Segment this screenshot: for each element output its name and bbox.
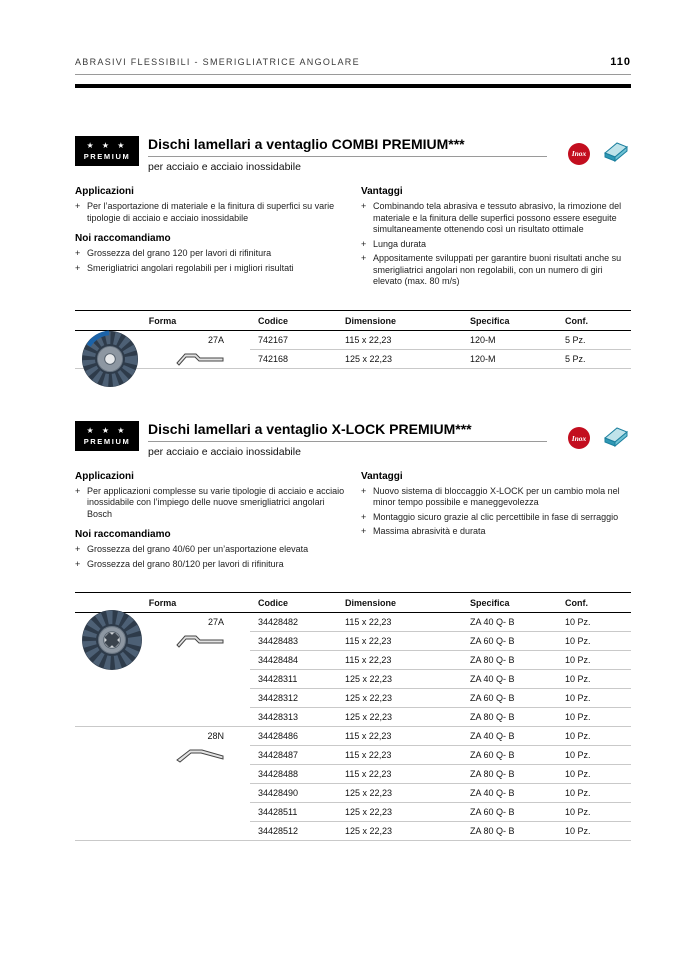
plus-bullet: + [361,253,367,263]
list-item-text: Grossezza del grano 40/60 per un’asportazione elevata [87,544,309,554]
list-item-text: Grossezza del grano 120 per lavori di rifinitura [87,248,272,258]
cell-conf: 10 Pz. [557,822,631,841]
list-item [361,201,631,236]
cell-specifica: ZA 80 Q- B [462,651,557,670]
product-head [75,421,631,458]
cell-conf: 10 Pz. [557,632,631,651]
list-item-text: Nuovo sistema di bloccaggio X-LOCK per un cambio mola nel minor tempo possibile e maneggevolezza [373,485,620,507]
plus-bullet: + [361,485,367,496]
list-item-text: Grossezza del grano 80/120 per lavori di rifinitura [87,558,284,569]
cell-codice: 34428490 [250,784,337,803]
premium-badge [75,136,139,166]
cell-conf: 10 Pz. [557,803,631,822]
plus-bullet: + [361,526,367,536]
table-row [75,613,631,632]
cell-conf: 5 Pz. [557,330,631,349]
cell-specifica: ZA 40 Q- B [462,613,557,632]
plus-bullet: + [75,485,81,496]
cell-dimensione: 125 x 22,23 [337,670,462,689]
cell-codice: 34428487 [250,746,337,765]
cell-conf: 10 Pz. [557,784,631,803]
list-item [361,526,631,538]
col-header-forma: Forma [75,310,250,330]
product-table-wrap [75,310,631,369]
header-thin-rule [75,74,631,75]
premium-label: PREMIUM [83,152,131,161]
product-head [75,136,631,173]
list-item [361,253,631,288]
flap-disc-photo [81,609,143,671]
list-item-text: Per l’asportazione di materiale e la finitura di superfici su varie tipologie di acciaio e acciaio inossidabile [87,201,335,223]
cell-dimensione: 115 x 22,23 [337,632,462,651]
advantages-list [361,201,631,288]
left-column [75,186,347,297]
plus-bullet: + [75,248,81,258]
applications-heading: Applicazioni [75,186,134,197]
inox-icon: Inox [568,143,590,165]
advantages-heading: Vantaggi [361,186,403,197]
steel-icon [603,139,629,168]
disc-profile-27a-icon [176,633,224,650]
cell-codice: 34428483 [250,632,337,651]
plus-bullet: + [361,201,367,211]
col-header-specifica: Specifica [462,310,557,330]
applications-list [75,486,347,521]
list-item-text: Appositamente sviluppati per garantire buoni risultati anche su smerigliatrici angolari non regolabili, con un numero di giri elevato (max. 80 m/s) [373,253,622,286]
list-item-text: Massima abrasività e durata [373,526,486,536]
list-item [75,486,347,521]
cell-codice: 34428311 [250,670,337,689]
plus-bullet: + [75,558,81,569]
col-header-specifica: Specifica [462,593,557,613]
forma-label: 27A [207,334,224,345]
description-columns [75,471,631,580]
cell-codice: 34428512 [250,822,337,841]
cell-dimensione: 125 x 22,23 [337,784,462,803]
title-rule [148,156,547,157]
cell-conf: 10 Pz. [557,765,631,784]
applications-list [75,201,347,224]
list-item-text: Smerigliatrici angolari regolabili per i migliori risultati [87,262,294,273]
cell-conf: 10 Pz. [557,708,631,727]
plus-bullet: + [361,238,367,249]
cell-dimensione: 115 x 22,23 [337,765,462,784]
title-rule [148,441,547,442]
product-section-xlock-premium [75,421,631,842]
cell-dimensione: 115 x 22,23 [337,727,462,746]
recommend-list [75,248,347,274]
cell-specifica: 120-M [462,349,557,368]
page-number: 110 [610,56,631,68]
cell-codice: 34428312 [250,689,337,708]
cell-specifica: ZA 40 Q- B [462,784,557,803]
cell-specifica: ZA 60 Q- B [462,803,557,822]
list-item [361,486,631,509]
material-icons [568,424,629,453]
cell-forma [75,727,250,841]
product-table-wrap [75,592,631,841]
premium-stars: ★ ★ ★ [86,141,128,150]
left-column [75,471,347,580]
plus-bullet: + [361,511,367,522]
col-header-conf: Conf. [557,593,631,613]
plus-bullet: + [75,201,81,211]
cell-specifica: ZA 80 Q- B [462,708,557,727]
cell-dimensione: 115 x 22,23 [337,746,462,765]
col-header-forma: Forma [75,593,250,613]
cell-specifica: ZA 40 Q- B [462,670,557,689]
advantages-list [361,486,631,538]
disc-profile-27a-icon [176,351,224,368]
cell-specifica: ZA 60 Q- B [462,632,557,651]
cell-dimensione: 125 x 22,23 [337,708,462,727]
cell-codice: 34428482 [250,613,337,632]
cell-dimensione: 125 x 22,23 [337,349,462,368]
cell-dimensione: 115 x 22,23 [337,651,462,670]
cell-codice: 742168 [250,349,337,368]
col-header-codice: Codice [250,310,337,330]
cell-dimensione: 125 x 22,23 [337,803,462,822]
cell-specifica: ZA 60 Q- B [462,746,557,765]
list-item-text: Per applicazioni complesse su varie tipologie di acciaio e acciaio inossidabile con l’impiego delle nuove smerigliatrici angolari Bosch [87,485,345,519]
description-columns [75,186,631,297]
header-thick-rule [75,84,631,88]
table-row [75,727,631,746]
plus-bullet: + [75,262,81,273]
list-item [75,559,347,571]
product-subtitle: per acciaio e acciaio inossidabile [148,445,301,458]
col-header-conf: Conf. [557,310,631,330]
table-header-row [75,310,631,330]
applications-heading: Applicazioni [75,470,134,482]
cell-conf: 10 Pz. [557,746,631,765]
product-title: Dischi lamellari a ventaglio X-LOCK PREMIUM*** [148,420,472,437]
title-block [148,136,547,173]
list-item [361,239,631,251]
cell-specifica: 120-M [462,330,557,349]
product-section-combi-premium [75,136,631,369]
cell-codice: 742167 [250,330,337,349]
right-column [361,471,631,580]
recommend-heading: Noi raccomandiamo [75,529,171,540]
right-column [361,186,631,297]
product-title: Dischi lamellari a ventaglio COMBI PREMIUM*** [148,136,465,152]
recommend-list [75,544,347,570]
cell-codice: 34428488 [250,765,337,784]
advantages-heading: Vantaggi [361,470,403,482]
cell-codice: 34428313 [250,708,337,727]
steel-icon [603,424,629,453]
list-item-text: Lunga durata [373,238,427,249]
product-table [75,310,631,369]
cell-conf: 10 Pz. [557,727,631,746]
forma-label: 28N [207,731,224,741]
inox-icon: Inox [568,427,590,449]
cell-codice: 34428511 [250,803,337,822]
cell-conf: 10 Pz. [557,613,631,632]
col-header-codice: Codice [250,593,337,613]
recommend-heading: Noi raccomandiamo [75,233,171,244]
material-icons [568,139,629,168]
col-header-dimensione: Dimensione [337,310,462,330]
list-item-text: Montaggio sicuro grazie al clic percettibile in fase di serraggio [373,511,619,522]
cell-dimensione: 115 x 22,23 [337,613,462,632]
cell-specifica: ZA 80 Q- B [462,822,557,841]
product-subtitle: per acciaio e acciaio inossidabile [148,161,301,173]
cell-dimensione: 125 x 22,23 [337,689,462,708]
title-block [148,421,547,458]
list-item [361,512,631,524]
premium-stars: ★ ★ ★ [86,425,128,435]
cell-dimensione: 125 x 22,23 [337,822,462,841]
page-header-title: ABRASIVI FLESSIBILI - SMERIGLIATRICE ANGOLARE [75,57,360,67]
table-header-row [75,593,631,613]
list-item-text: Combinando tela abrasiva e tessuto abrasivo, la rimozione del materiale e la finitura delle superfici possono essere eseguite simultaneamente ottenendo così un risultato ottimale [373,201,622,234]
disc-profile-28n-icon [176,747,224,765]
cell-specifica: ZA 60 Q- B [462,689,557,708]
cell-conf: 10 Pz. [557,651,631,670]
cell-codice: 34428484 [250,651,337,670]
plus-bullet: + [75,544,81,554]
list-item [75,263,347,275]
cell-dimensione: 115 x 22,23 [337,330,462,349]
cell-specifica: ZA 40 Q- B [462,727,557,746]
premium-label: PREMIUM [83,436,131,446]
list-item [75,201,347,224]
cell-specifica: ZA 80 Q- B [462,765,557,784]
flap-disc-photo [81,330,139,388]
col-header-dimensione: Dimensione [337,593,462,613]
table-row [75,330,631,349]
list-item [75,544,347,556]
cell-conf: 10 Pz. [557,670,631,689]
cell-conf: 5 Pz. [557,349,631,368]
page-header [75,56,631,68]
premium-badge [75,421,139,451]
cell-conf: 10 Pz. [557,689,631,708]
list-item [75,248,347,260]
product-table [75,592,631,841]
catalog-page [75,56,631,841]
forma-label: 27A [207,617,224,627]
cell-codice: 34428486 [250,727,337,746]
